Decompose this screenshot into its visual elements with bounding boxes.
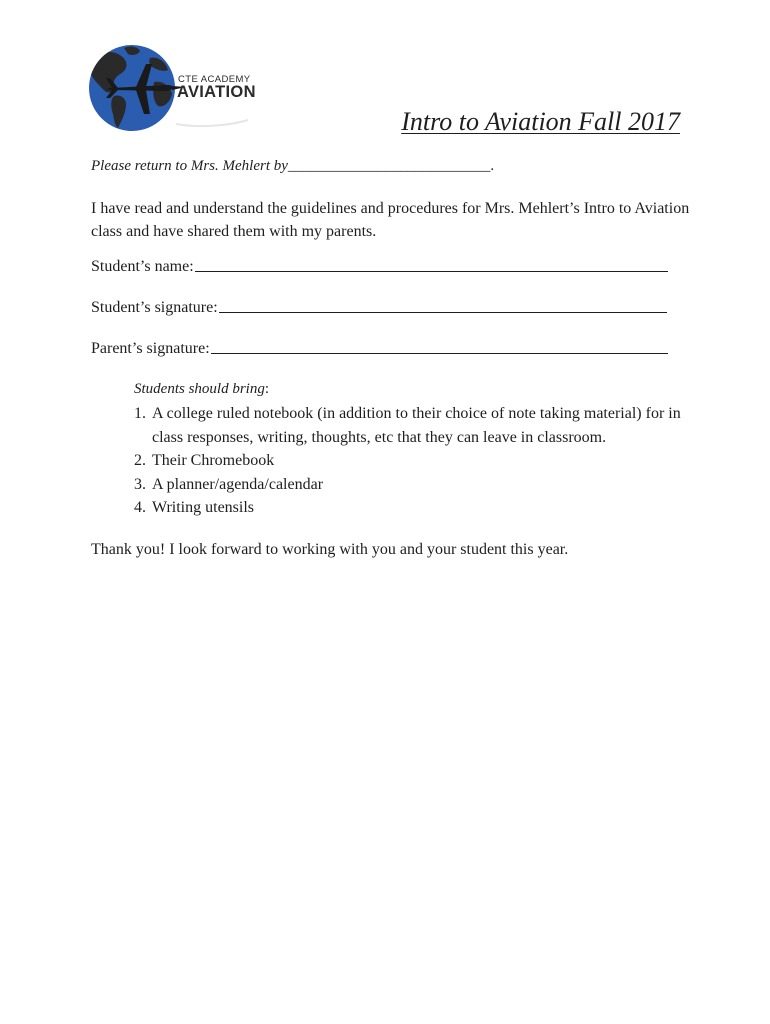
students-should-bring-heading: [134, 378, 694, 400]
student-name-label: Student’s name:: [91, 258, 194, 275]
bring-heading-text: Students should bring: [134, 381, 265, 397]
document-title: Intro to Aviation Fall 2017: [401, 107, 680, 136]
bring-heading-colon: :: [264, 381, 270, 397]
list-item: [134, 402, 694, 449]
return-by-blank[interactable]: ___________________________.: [287, 158, 495, 174]
list-item-text: A college ruled notebook (in addition to their choice of note taking material) for in class responses, writing, thoughts, etc that they can leave in classroom.: [152, 405, 681, 446]
list-item-text: A planner/agenda/calendar: [152, 475, 324, 493]
list-item: [134, 449, 694, 473]
student-signature-field: [91, 299, 667, 317]
logo-title: AVIATION: [177, 83, 256, 101]
list-item-number: 2.: [134, 452, 146, 469]
cte-academy-aviation-logo: [88, 42, 263, 134]
closing-line: Thank you! I look forward to working with you and your student this year.: [91, 541, 569, 558]
list-item: [134, 496, 694, 520]
list-item-text: Writing utensils: [152, 499, 255, 516]
parent-signature-label: Parent’s signature:: [91, 340, 210, 357]
supplies-list: [134, 402, 694, 520]
parent-signature-blank[interactable]: [211, 352, 668, 354]
students-should-bring-section: [134, 378, 694, 520]
student-name-field: [91, 258, 668, 276]
student-signature-label: Student’s signature:: [91, 299, 218, 316]
return-by-line: [91, 158, 494, 175]
student-signature-blank[interactable]: [219, 311, 667, 313]
parent-signature-field: [91, 340, 668, 358]
student-name-blank[interactable]: [195, 270, 668, 272]
return-by-label: Please return to Mrs. Mehlert by: [91, 158, 288, 174]
acknowledgement-paragraph: I have read and understand the guidelines and procedures for Mrs. Mehlert’s Intro to Aviation class and have shared them with my parents.: [91, 200, 690, 240]
list-item-text: Their Chromebook: [152, 452, 275, 469]
list-item: [134, 473, 694, 497]
list-item-number: 1.: [134, 405, 146, 422]
logo-subtitle: CTE ACADEMY: [178, 74, 251, 85]
list-item-number: 3.: [134, 475, 146, 493]
list-item-number: 4.: [134, 499, 146, 516]
